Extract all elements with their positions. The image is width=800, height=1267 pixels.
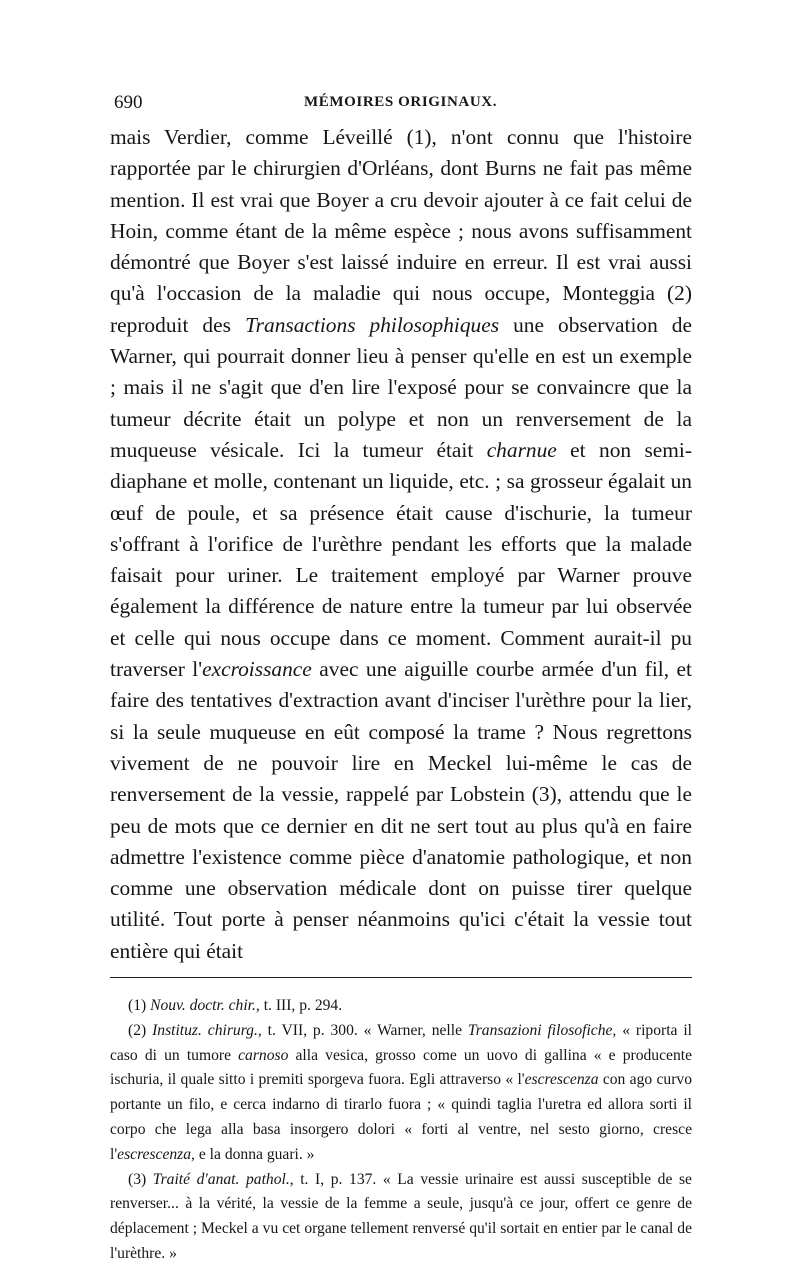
footnote-marker: (2): [128, 1021, 153, 1039]
footnote-2: [110, 1019, 692, 1168]
italic-word: charnue: [486, 437, 557, 462]
italic-word: excroissance: [202, 657, 312, 682]
text-segment: avec une aiguille courbe armée d'un fil, et faire des tentatives d'extraction avant d'inciser l'urèthre pour la lier, si la seule muqueuse en eût composé la trame ? Nous regrettons vivement de ne pouvoir lire en Meckel lui-même le cas de renversement de la vessie, rappelé par Lobstein (3), attendu que le peu de mots que ce dernier en dit ne sert tout au plus qu'à en faire admettre l'existence comme pièce d'anatomie pathologique, et non comme une observation médicale dont on puisse tirer quelque utilité. Tout porte à penser néanmoins qu'ici c'était la vessie tout entière qui était: [110, 657, 692, 963]
footnote-reference: Nouv. doctr. chir.: [150, 997, 256, 1015]
footnote-divider: [110, 977, 692, 978]
book-page: [110, 92, 692, 1267]
footnote-3: [110, 1168, 692, 1267]
footnote-text: , t. III, p. 294.: [255, 997, 343, 1015]
text-segment: mais Verdier, comme Léveillé (1), n'ont connu que l'histoire rapportée par le chirurgien d'Orléans, dont Burns ne fait pas même mention. Il est vrai que Boyer a cru devoir ajouter à ce fait celui de Hoin, comme étant de la même espèce ; nous avons suffisamment démontré que Boyer s'est laissé induire en erreur. Il est vrai aussi qu'à l'occasion de la maladie qui nous occupe, Monteggia (2) reproduit des: [110, 125, 692, 337]
footnotes: [110, 994, 692, 1267]
footnote-italic: Transazioni filosofiche,: [467, 1021, 617, 1039]
text-segment: et non semi-diaphane et molle, contenant un liquide, etc. ; sa grosseur égalait un œuf de poule, et sa présence était cause d'ischurie, la tumeur s'offrant à l'orifice de l'urèthre pendant les efforts que la malade faisait pour uriner. Le traitement employé par Warner prouve également la différence de nature entre la tumeur par lui observée et celle qui nous occupe dans ce moment. Comment aurait-il pu traverser l': [110, 437, 693, 682]
running-head: [110, 92, 692, 122]
footnote-italic: escrescenza: [524, 1071, 599, 1089]
body-paragraph: [110, 122, 692, 967]
page-number: 690: [114, 92, 143, 113]
text-segment: une observation de Warner, qui pourrait donner lieu à penser qu'elle en est un exemple ; mais il ne s'agit que d'en lire l'exposé pour se convaincre que la tumeur décrite était un polype et non un renversement de la muqueuse vésicale. Ici la tumeur était: [110, 312, 693, 462]
footnote-text: « riporta il caso di un tumore: [110, 1021, 692, 1064]
footnote-marker: (3): [128, 1170, 153, 1188]
footnote-italic: escrescenza,: [117, 1145, 195, 1163]
main-text: [110, 122, 692, 967]
footnote-text: e la donna guari. »: [194, 1145, 315, 1163]
footnote-text: , t. I, p. 137. « La vessie urinaire est aussi susceptible de se renverser... à la vérité, la vessie de la femme a seule, jusqu'à ce jour, offert ce genre de déplacement ; Meckel a vu cet organe tellement renversé qu'il sortait en entier par le canal de l'urèthre. »: [110, 1170, 692, 1262]
footnote-italic: carnoso: [238, 1046, 289, 1064]
running-title: MÉMOIRES ORIGINAUX.: [304, 94, 498, 110]
footnote-reference: Instituz. chirurg.: [152, 1021, 258, 1039]
italic-title: Transactions philosophiques: [244, 312, 500, 337]
footnote-text: con ago curvo portante un filo, e cerca indarno di tirarlo fuora ; « quindi taglia l'uretra ed allora sorti il corpo che lega alla basa insorgero dolori « forti al ventre, nel sesto giorno, cresce l': [110, 1071, 692, 1163]
footnote-reference: Traité d'anat. pathol.: [152, 1170, 290, 1188]
footnote-marker: (1): [128, 997, 151, 1015]
footnote-text: , t. VII, p. 300. « Warner, nelle: [257, 1021, 468, 1039]
footnote-text: alla vesica, grosso come un uovo di gallina « e producente ischuria, il quale sitto i premiti sporgeva fuora. Egli attraverso « l': [110, 1046, 692, 1089]
footnote-1: [110, 994, 692, 1019]
